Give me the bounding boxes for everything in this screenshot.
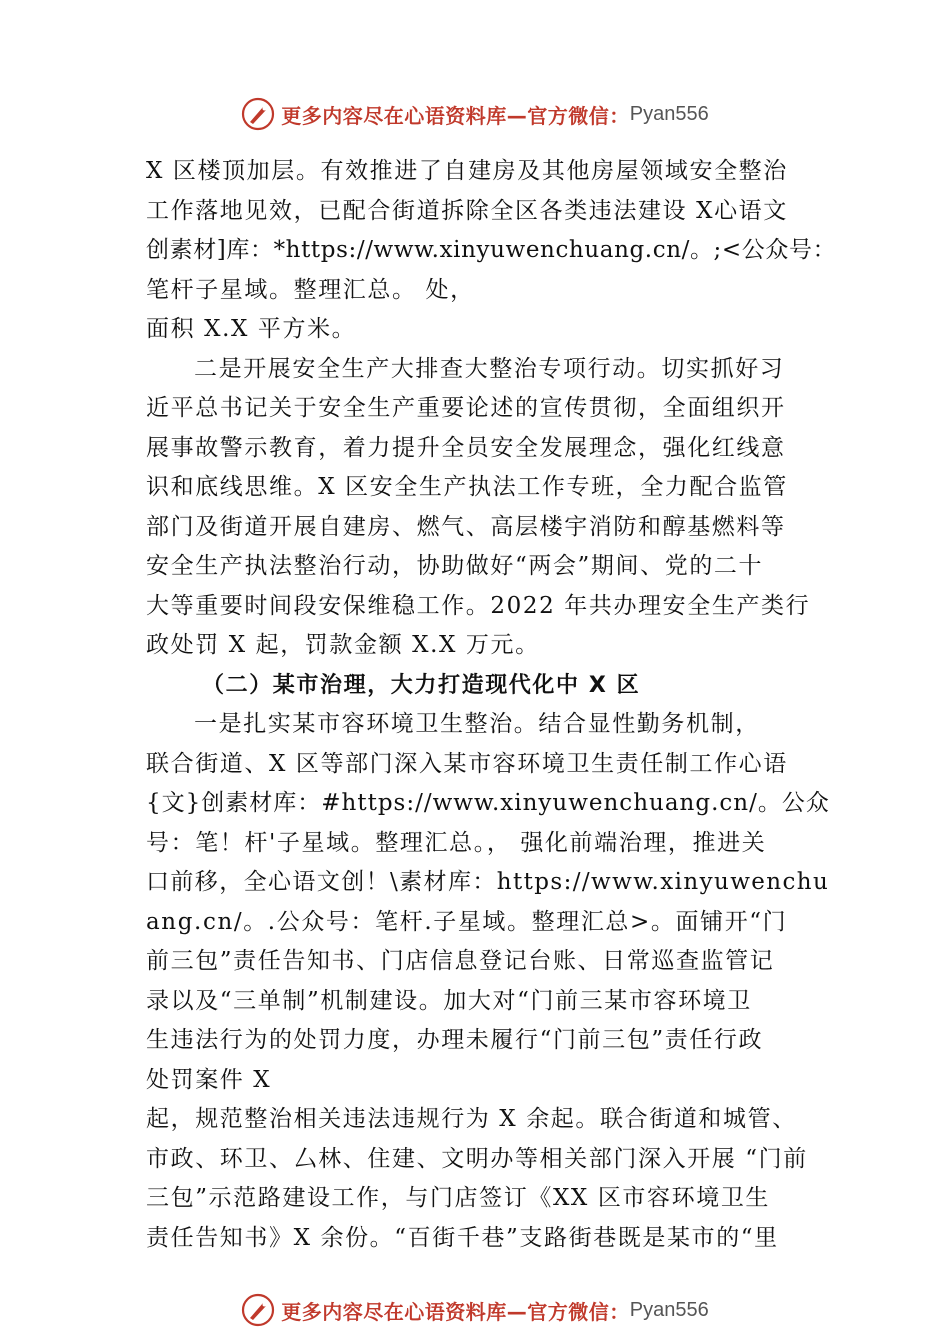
text-line: 起，规范整治相关违法违规行为 X 余起。联合街道和城管、 (146, 1106, 797, 1132)
banner-text: 更多内容尽在心语资料库—官方微信： (281, 1299, 630, 1324)
section-heading: （二）某市治理，大力打造现代化中 X 区 (202, 672, 641, 698)
text-line: 展事故警示教育，着力提升全员安全发展理念，强化红线意 (146, 434, 786, 461)
banner-wechat-id: Pyan556 (629, 102, 709, 125)
text-line: ang.cn/。.公众号：笔杆.子星域。整理汇总>。面铺开“门 (146, 908, 788, 935)
text-line: 大等重要时间段安保维稳工作。2022 年共办理安全生产类行 (146, 592, 811, 619)
text-line: 处罚案件 X (146, 1066, 272, 1093)
text-line: 笔杆子星域。整理汇总。 处， (146, 276, 475, 303)
text-line: 创素材]库：*https://www.xinyuwenchuang.cn/。;<公众号： (146, 237, 837, 263)
text-line: 政处罚 X 起，罚款金额 X.X 万元。 (146, 632, 540, 658)
text-line: 面积 X.X 平方米。 (146, 316, 357, 342)
text-line: 号：笔！杆'子星域。整理汇总。， 强化前端治理，推进关 (146, 829, 767, 856)
text-line: 一是扎实某市容环境卫生整治。结合显性勤务机制， (194, 711, 760, 737)
top-banner (0, 94, 950, 134)
text-line: 责任告知书》X 余份。“百街千巷”支路街巷既是某市的“里 (146, 1224, 779, 1251)
text-line: 联合街道、X 区等部门深入某市容环境卫生责任制工作心语 (146, 750, 788, 777)
text-line: 部门及街道开展自建房、燃气、高层楼宇消防和醇基燃料等 (146, 513, 786, 540)
text-line: 三包”示范路建设工作，与门店签订《XX 区市容环境卫生 (146, 1185, 771, 1211)
text-line: 市政、环卫、厶林、住建、文明办等相关部门深入开展 “门前 (146, 1145, 808, 1172)
pen-nib-logo-icon (241, 1293, 275, 1327)
text-line: 生违法行为的处罚力度，办理未履行“门前三包”责任行政 (146, 1027, 764, 1053)
text-line: 安全生产执法整治行动，协助做好“两会”期间、党的二十 (146, 553, 764, 579)
text-line: {文}创素材库：#https://www.xinyuwenchuang.cn/。公众 (146, 790, 830, 816)
text-line: 识和底线思维。X 区安全生产执法工作专班，全力配合监管 (146, 474, 788, 500)
text-line: 工作落地见效，已配合街道拆除全区各类违法建设 X心语文 (146, 197, 788, 224)
text-line: 二是开展安全生产大排查大整治专项行动。切实抓好习 (194, 355, 785, 382)
bottom-banner (0, 1290, 950, 1330)
text-line: 前三包”责任告知书、门店信息登记台账、日常巡查监管记 (146, 948, 775, 974)
text-line: X 区楼顶加层。有效推进了自建房及其他房屋领域安全整治 (146, 158, 788, 184)
text-line: 录以及“三单制”机制建设。加大对“门前三某市容环境卫 (146, 987, 752, 1014)
banner-text: 更多内容尽在心语资料库—官方微信： (281, 103, 630, 128)
pen-nib-logo-icon (241, 97, 275, 131)
document-body (146, 152, 836, 1258)
banner-wechat-id: Pyan556 (629, 1298, 709, 1321)
text-line: 近平总书记关于安全生产重要论述的宣传贯彻，全面组织开 (146, 395, 786, 421)
text-line: 口前移，全心语文创！\素材库：https://www.xinyuwenchu (146, 869, 830, 895)
